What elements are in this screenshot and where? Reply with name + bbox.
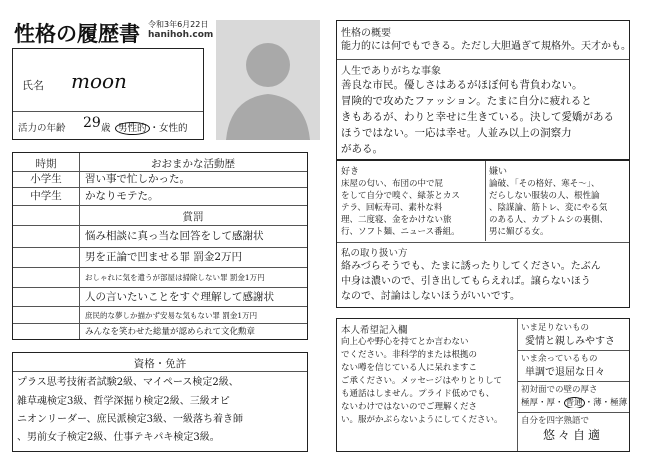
gender-sep: ・: [149, 123, 160, 134]
request-line: 向上心や野心を持てとか言わない: [341, 337, 469, 347]
age-unit: 歳: [101, 123, 111, 134]
phrase-value: 悠々自適: [542, 428, 603, 442]
col-period-header: 時期: [35, 158, 57, 170]
likes-label: 好き: [341, 167, 360, 177]
wall-option-selected: 普通: [565, 398, 583, 408]
requests-label: 本人希望記入欄: [341, 325, 408, 336]
likes-line: 理、二度寝、金をかけない旅: [341, 215, 452, 225]
lacking-label: いま足りないもの: [521, 323, 590, 333]
likes-line: をして自分で嗅ぐ、緑茶とカス: [341, 191, 460, 201]
request-line: でください。非科学的または根拠の: [341, 350, 478, 360]
page-title: 性格の履歴書: [14, 21, 140, 46]
likes-line: 床屋の匂い、布団の中で屁: [341, 179, 444, 189]
likes-line: テラ、回転寿司、素朴な料: [341, 203, 443, 213]
wall-selector: [521, 396, 627, 408]
history-text: かなりモテた。: [85, 190, 159, 202]
handling-line: 絡みづらそうでも、たまに誘ったりしてください。たぶん: [341, 261, 601, 272]
handling-label: 私の取り扱い方: [341, 248, 408, 259]
request-line: い。服がかぶらないようにしてください。: [341, 415, 503, 425]
age-label: 活力の年齢: [18, 123, 66, 134]
gender-selector: [115, 120, 188, 134]
award-item: おしゃれに気を遣うが部屋は掃除しない罪 罰金1万円: [85, 273, 265, 282]
life-events-label: 人生でありがちな事象: [341, 66, 441, 77]
award-item: みんなを笑わせた総量が認められて文化勲章: [85, 327, 256, 337]
dislikes-label: 嫌い: [489, 167, 508, 177]
wall-option: 厚: [546, 398, 556, 408]
gender-male: 男性的: [115, 122, 150, 135]
surplus-label: いま余っているもの: [521, 354, 598, 364]
request-line: ご承ください。メッセージはやりとりして: [341, 376, 502, 386]
gender-female: 女性的: [159, 123, 188, 134]
handling-line: 中身は濃いので、引き出してもらえれば。譲らないほう: [341, 276, 591, 287]
col-history-header: おおまかな活動歴: [151, 158, 235, 170]
name-label: 氏名: [22, 79, 44, 92]
request-line: ないわけではないのでご理解くださ: [341, 402, 478, 412]
requests-box: [336, 318, 630, 452]
wall-sep: ・: [584, 398, 594, 408]
qualifications-box: [12, 352, 308, 452]
dislikes-line: だらしない服装の人、根性論: [489, 191, 600, 201]
avatar-silhouette-icon: [216, 20, 320, 140]
request-line: も通話はしません。プライド低めでも、: [341, 389, 495, 399]
award-item: 庶民的な夢しか描かず安易な気もない罪 罰金1万円: [85, 311, 258, 320]
qualification-line: ニオンリーダー、庶民派検定3級、一級落ち着き師: [17, 414, 243, 425]
life-events-line: ほうではない。一応は幸せ。人並み以上の洞察力: [341, 127, 572, 139]
award-item: 人の言いたいことをすぐ理解して感謝状: [85, 291, 274, 303]
lacking-value: 愛情と親しみやすさ: [525, 336, 615, 347]
site-url: hanihoh.com: [148, 30, 214, 40]
surplus-value: 単調で退屈な日々: [525, 367, 605, 378]
overview-box: [336, 20, 630, 160]
wall-option: 極厚: [521, 398, 539, 408]
dislikes-line: 論破、「その格好、寒そ〜」、: [489, 179, 600, 189]
wall-sep: ・: [538, 398, 547, 408]
likes-handling-box: [336, 160, 630, 308]
name-value: moon: [71, 69, 127, 93]
awards-header: 賞罰: [182, 211, 204, 223]
handling-line: なので、討論はしないほうがいいです。: [341, 291, 520, 302]
history-period: 中学生: [30, 190, 62, 202]
overview-label: 性格の概要: [341, 28, 391, 39]
qualification-line: 雑草魂検定3級、哲学深掘り検定2級、三級オピ: [17, 396, 230, 407]
qualification-line: プラス思考技術者試験2級、マイペース検定2級、: [17, 377, 239, 388]
date: 令和3年6月22日: [148, 20, 209, 29]
wall-sep: ・: [555, 398, 564, 408]
likes-line: 行、ソフト麺、ニュース番組。: [341, 227, 460, 237]
dislikes-line: 男に媚びる女。: [489, 227, 549, 237]
wall-sep: ・: [601, 398, 611, 408]
age-value: 29: [83, 115, 101, 131]
wall-option: 極薄: [610, 398, 628, 408]
award-item: 悩み相談に真っ当な回答をして感謝状: [85, 230, 264, 242]
qualification-line: 、男前女子検定2級、仕事テキパキ検定3級。: [17, 432, 220, 443]
history-table: [12, 152, 308, 340]
qualifications-header: 資格・免許: [133, 358, 187, 370]
history-text: 習い事で忙しかった。: [85, 173, 190, 185]
life-events-line: 善良な市民。優しさはあるがほぼ何も背負わない。: [341, 79, 583, 91]
phrase-label: 自分を四字熟語で: [521, 416, 590, 426]
life-events-line: きもあるが、わりと幸せに生きている。決して愛嬌がある: [341, 111, 614, 123]
history-period: 小学生: [30, 173, 62, 185]
life-events-line: がある。: [341, 143, 383, 155]
dislikes-line: 、陰謀論、筋トレ、変にやる気: [489, 203, 608, 213]
award-item: 男を正論で凹ませる罪 罰金2万円: [85, 251, 243, 263]
photo-placeholder: [216, 20, 320, 140]
overview-text: 能力的には何でもできる。ただし大胆過ぎて規格外。天才かも。: [341, 41, 631, 52]
wall-option: 薄: [593, 398, 602, 408]
profile-box: [12, 48, 204, 140]
life-events-line: 冒険的で攻めたファッション。たまに自分に疲れると: [341, 95, 592, 107]
request-line: ない噂を信じている人に呆れますこ: [341, 363, 478, 373]
dislikes-line: のある人、カブトムシの裏側、: [489, 215, 609, 225]
wall-label: 初対面での壁の厚さ: [521, 385, 598, 395]
